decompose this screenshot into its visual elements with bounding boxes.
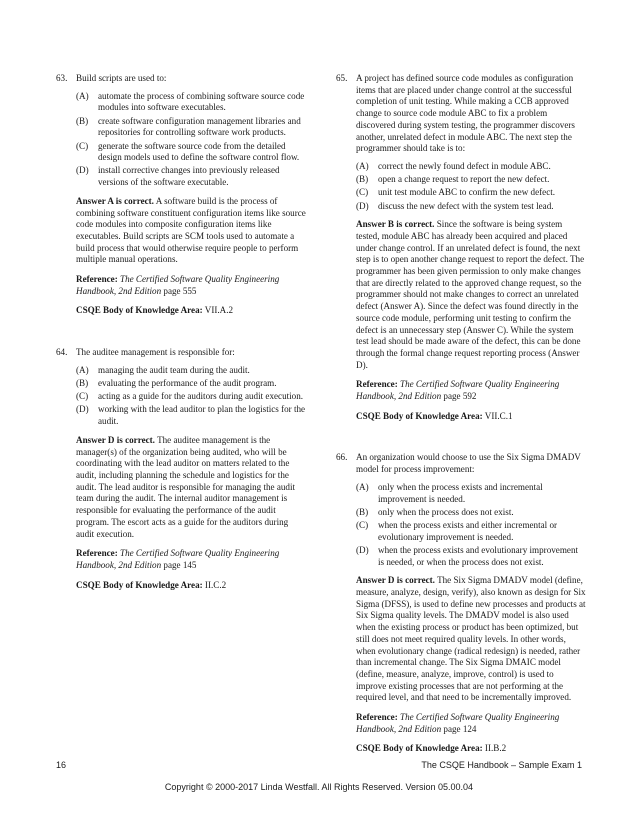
- question-number: 64.: [56, 347, 68, 358]
- option-d: [356, 201, 586, 213]
- option-a: [356, 482, 586, 505]
- reference-label: Reference:: [356, 379, 398, 390]
- answer-body: The auditee management is the manager(s) of the organization being audited, who will be coordinating with the lead auditor on matters related to the audit, including planning the schedule and logistics for the audit. The lead auditor is responsible for managing the audit team during the audit. The internal auditor management is responsible for evaluating the performance of the audit program. The escort acts as a guide for the auditors during audit execution.: [76, 434, 296, 539]
- question-text: A project has defined source code modules as configuration items that are placed under change control at the successful completion of unit testing. While making a CCB approved change to source code module ABC to fix a problem discovered during system testing, the programmer discovers another, unrelated defect in module ABC. The next step the programmer should take is to:: [356, 73, 575, 154]
- reference: [356, 712, 586, 735]
- question-number: 63.: [56, 73, 68, 83]
- answer-body: Since the software is being system tested, module ABC has already been acquired and placed under change control. If an unrelated defect is found, the next step is to open another change request to report the defect. The programmer has been given permission to only make changes that are directly related to the approved change request, so the programmer should not make changes to correct an unrelated defect (Answer A). Since the defect was found directly in the source code module, performing unit testing to confirm the defect is an unnecessary step (Answer C). While the system test lead should be made aware of the defect, this can be done through the formal change request reporting process (Answer D).: [356, 219, 585, 370]
- bok-area: [76, 305, 306, 317]
- reference-page: page 124: [441, 723, 477, 734]
- option-letter: (A): [356, 160, 369, 171]
- right-column: [336, 73, 586, 763]
- option-letter: (D): [356, 200, 369, 211]
- option-text: working with the lead auditor to plan the logistics for the audit.: [98, 404, 306, 427]
- answer-explanation: [76, 435, 306, 540]
- question-66: [336, 452, 586, 755]
- option-text: when the process exists and either incremental or evolutionary improvement is needed.: [378, 520, 558, 542]
- question-text: An organization would choose to use the Six Sigma DMADV model for process improvement:: [356, 452, 581, 475]
- bok-value: VII.C.1: [482, 410, 513, 421]
- reference-title: The Certified Software Quality Engineering Handbook, 2nd Edition: [356, 379, 560, 402]
- option-b: [76, 116, 306, 139]
- reference-page: page 592: [441, 391, 477, 402]
- option-letter: (D): [76, 165, 89, 176]
- option-text: create software configuration management libraries and repositories for controlling software work products.: [98, 115, 301, 138]
- option-letter: (C): [76, 140, 89, 151]
- question-65: [336, 73, 586, 422]
- question-64: [56, 347, 306, 591]
- option-a: [76, 365, 306, 377]
- option-text: correct the newly found defect in module ABC.: [378, 160, 551, 171]
- question-gap: [336, 430, 586, 452]
- answer-lead: Answer D is correct.: [356, 575, 435, 586]
- option-b: [356, 507, 586, 519]
- option-c: [356, 187, 586, 199]
- bok-value: VII.A.2: [202, 305, 234, 316]
- question-text: The auditee management is responsible for:: [76, 347, 235, 358]
- left-column: [56, 73, 306, 599]
- page-number: 16: [56, 760, 67, 770]
- option-letter: (B): [356, 506, 369, 517]
- reference-page: page 145: [161, 559, 197, 570]
- answer-lead: Answer A is correct.: [76, 195, 154, 206]
- bok-area: [356, 743, 586, 755]
- option-text: install corrective changes into previously released versions of the software executable.: [98, 165, 280, 188]
- option-text: generate the software source code from the detailed design models used to define the software control flow.: [98, 140, 300, 163]
- answer-options: [76, 91, 306, 189]
- reference-title: The Certified Software Quality Engineering Handbook, 2nd Edition: [76, 274, 280, 296]
- bok-area: [76, 580, 306, 592]
- copyright-notice: Copyright © 2000-2017 Linda Westfall. All Rights Reserved. Version 05.00.04: [164, 782, 474, 792]
- reference: [356, 379, 586, 402]
- option-letter: (A): [356, 481, 369, 492]
- option-a: [76, 91, 306, 114]
- option-text: only when the process does not exist.: [378, 506, 514, 517]
- bok-area: [356, 411, 586, 423]
- option-b: [76, 378, 306, 390]
- question-text: Build scripts are used to:: [76, 73, 167, 83]
- option-text: managing the audit team during the audit.: [98, 364, 250, 375]
- answer-explanation: [76, 196, 306, 266]
- option-letter: (A): [76, 364, 89, 375]
- answer-body: The Six Sigma DMADV model (define, measure, analyze, design, verify), also known as design for Six Sigma (DFSS), is used to define new processes and products at Six Sigma quality levels. The DMADV model is also used when the existing process or product has been optimized, but still does not meet required quality levels. In other words, when evolutionary change (radical redesign) is needed, rather than incremental change. The Six Sigma DMAIC model (define, measure, analyze, improve, control) is used to improve existing processes that are not performing at the required level, and that need to be incrementally improved.: [356, 575, 586, 703]
- reference-page: page 555: [161, 285, 197, 296]
- answer-options: [356, 482, 586, 568]
- option-a: [356, 161, 586, 173]
- reference: [76, 274, 306, 297]
- option-c: [356, 520, 586, 543]
- option-text: unit test module ABC to confirm the new defect.: [378, 187, 556, 198]
- option-c: [76, 391, 306, 403]
- answer-lead: Answer B is correct.: [356, 219, 435, 230]
- answer-explanation: [356, 219, 586, 371]
- option-letter: (A): [76, 90, 89, 101]
- option-letter: (B): [76, 378, 89, 389]
- reference: [76, 548, 306, 571]
- answer-options: [356, 161, 586, 212]
- question-number: 66.: [336, 452, 348, 463]
- bok-label: CSQE Body of Knowledge Area:: [76, 305, 203, 316]
- option-text: open a change request to report the new defect.: [378, 174, 550, 185]
- option-text: only when the process exists and incremental improvement is needed.: [378, 481, 543, 504]
- reference-title: The Certified Software Quality Engineering Handbook, 2nd Edition: [76, 548, 280, 570]
- option-d: [76, 165, 306, 188]
- option-c: [76, 141, 306, 164]
- answer-options: [76, 365, 306, 428]
- page-footer: [56, 760, 582, 770]
- option-letter: (C): [356, 520, 369, 530]
- bok-label: CSQE Body of Knowledge Area:: [356, 410, 483, 421]
- bok-label: CSQE Body of Knowledge Area:: [76, 579, 203, 590]
- option-letter: (C): [356, 187, 369, 198]
- option-text: discuss the new defect with the system test lead.: [378, 200, 554, 211]
- option-letter: (D): [356, 544, 369, 555]
- reference-label: Reference:: [76, 548, 118, 559]
- bok-label: CSQE Body of Knowledge Area:: [356, 743, 483, 754]
- answer-lead: Answer D is correct.: [76, 434, 155, 445]
- reference-label: Reference:: [356, 712, 398, 723]
- question-number: 65.: [336, 73, 348, 83]
- option-letter: (D): [76, 404, 89, 415]
- option-b: [356, 174, 586, 186]
- question-63: [56, 73, 306, 317]
- option-letter: (B): [356, 174, 369, 185]
- reference-label: Reference:: [76, 274, 118, 285]
- option-d: [356, 545, 586, 568]
- option-d: [76, 404, 306, 427]
- option-text: automate the process of combining software source code modules into software executables.: [98, 90, 305, 113]
- reference-title: The Certified Software Quality Engineering Handbook, 2nd Edition: [356, 712, 560, 734]
- option-letter: (C): [76, 391, 89, 402]
- question-gap: [56, 325, 306, 347]
- answer-explanation: [356, 575, 586, 704]
- running-title: The CSQE Handbook – Sample Exam 1: [421, 760, 582, 770]
- bok-value: II.C.2: [202, 579, 227, 590]
- option-text: acting as a guide for the auditors during audit execution.: [98, 391, 304, 402]
- option-text: when the process exists and evolutionary improvement is needed, or when the process does not exist.: [378, 544, 579, 567]
- bok-value: II.B.2: [482, 743, 507, 754]
- option-letter: (B): [76, 115, 89, 126]
- answer-body: A software build is the process of combining software constituent configuration items like source code modules into composite configuration items like executables. Build scripts are SCM tools used to automate a build process that would otherwise require people to perform multiple manual operations.: [76, 195, 306, 265]
- option-text: evaluating the performance of the audit program.: [98, 378, 277, 389]
